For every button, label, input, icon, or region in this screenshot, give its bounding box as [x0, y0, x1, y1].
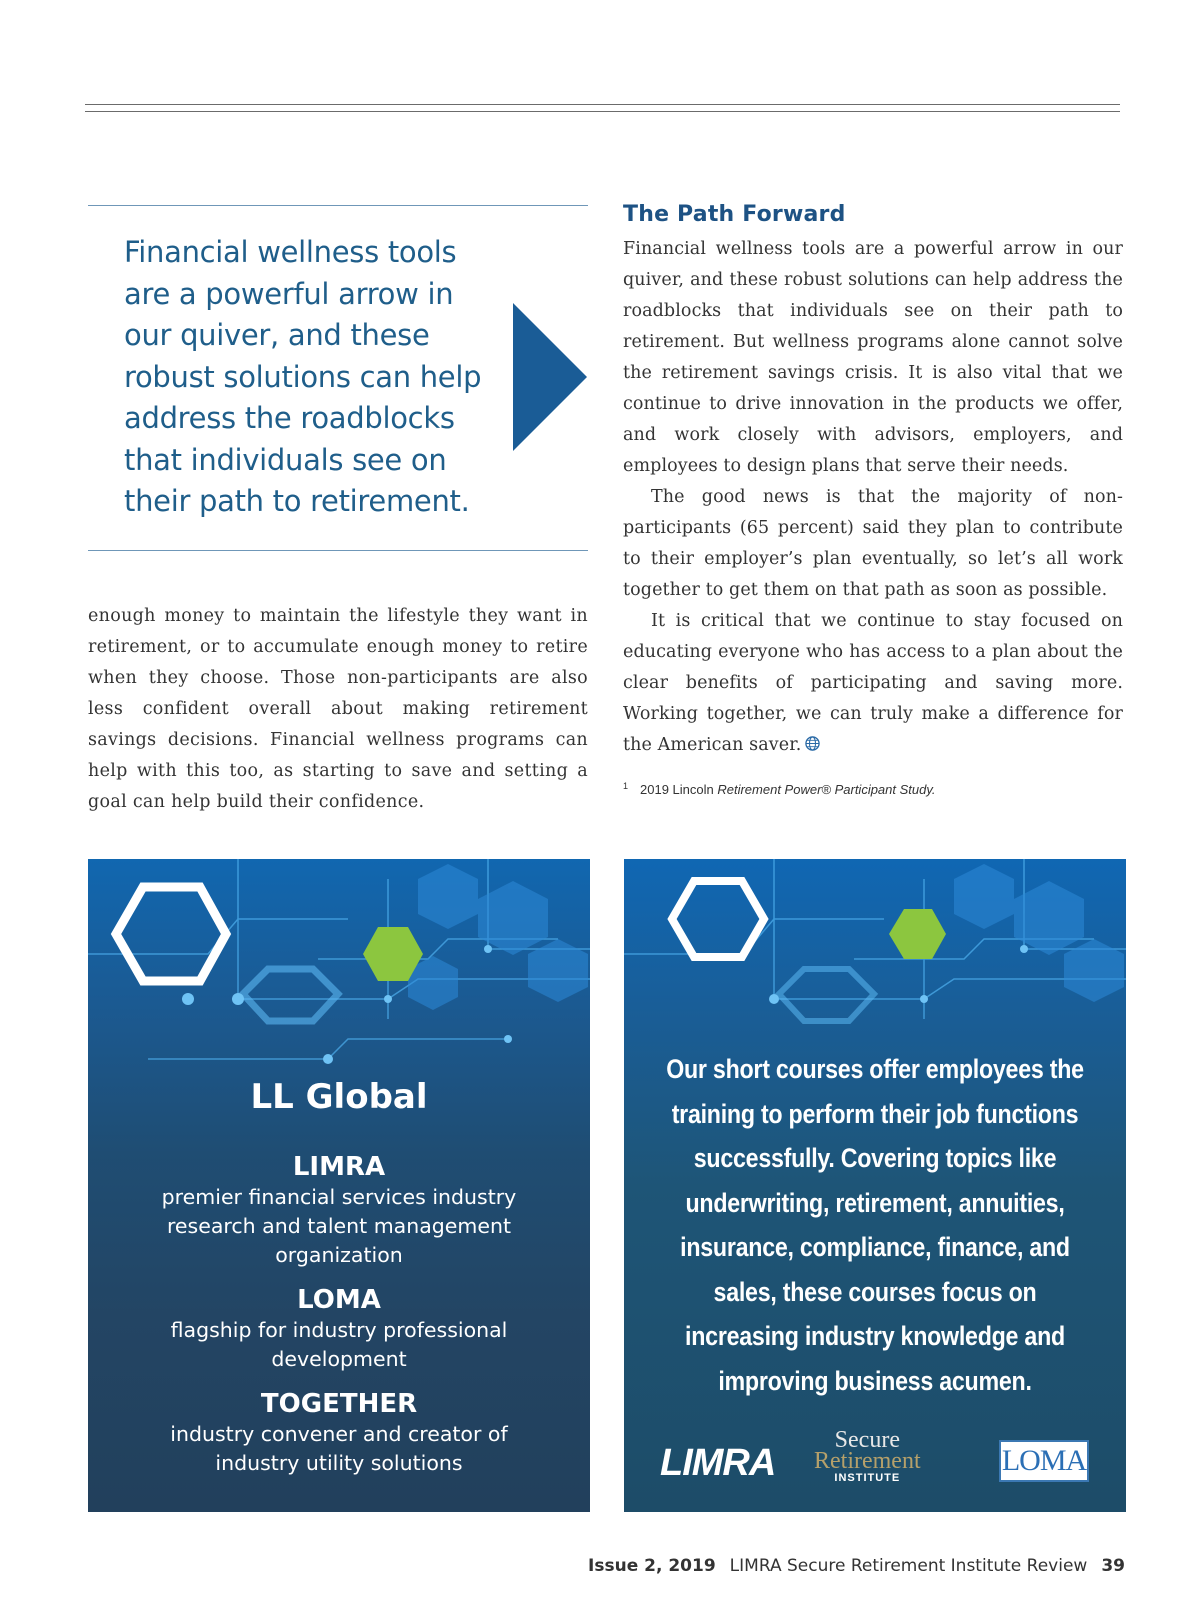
page-footer	[588, 1556, 1125, 1576]
paragraph-text: It is critical that we continue to stay focused on educating everyone who has access to a plan about the clear benefits of participating and saving more. Working together, we can truly make a difference for the American saver.	[623, 611, 1123, 755]
page-number: 39	[1101, 1556, 1125, 1576]
hexagon-icon	[889, 909, 946, 959]
footnote	[623, 781, 1123, 797]
section-body	[623, 234, 1123, 761]
publication-title: LIMRA Secure Retirement Institute Review	[729, 1556, 1088, 1576]
footnote-title: Retirement Power® Participant Study.	[717, 782, 936, 797]
globe-icon	[805, 736, 820, 751]
section-heading: The Path Forward	[623, 202, 846, 227]
logo-line: INSTITUTE	[834, 1472, 901, 1484]
ad-title: LL Global	[250, 1077, 428, 1117]
logo-line: Retirement	[814, 1448, 921, 1474]
block-heading: TOGETHER	[260, 1389, 418, 1419]
ad-blocks	[88, 1137, 590, 1478]
body-paragraph: Financial wellness tools are a powerful arrow in our quiver, and these robust solutions can help address the roadblocks that individuals see on their path to retirement. But wellness programs alone cannot solve the retirement savings crisis. It is also vital that we continue to drive innovation in the products we offer, and work closely with advisors, employers, and employees to design plans that serve their needs.	[623, 239, 1123, 476]
ad-block-together	[88, 1388, 590, 1478]
block-text: premier financial services industry research and talent management organization	[161, 1185, 517, 1267]
issue-label: Issue 2, 2019	[588, 1556, 716, 1576]
block-heading: LIMRA	[292, 1152, 386, 1182]
secure-retirement-institute-logo	[814, 1427, 921, 1484]
body-paragraph: enough money to maintain the lifestyle they want in retirement, or to accumulate enough money to retire when they choose. Those non-participants are also less confident overall about making retirement savings decisions. Financial wellness programs can help with this too, as starting to save and setting a goal can help build their confidence.	[88, 606, 588, 812]
limra-logo: LIMRA	[660, 1442, 776, 1484]
footnote-marker: 1	[623, 781, 629, 791]
block-heading: LOMA	[297, 1285, 381, 1315]
ad-block-loma	[88, 1284, 590, 1374]
footnote-prefix: 2019 Lincoln	[640, 782, 718, 797]
logo-row	[624, 1424, 1126, 1484]
block-text: flagship for industry professional development	[170, 1318, 508, 1371]
hexagon-icon	[116, 887, 226, 981]
header-rule	[85, 104, 1120, 112]
arrow-icon	[513, 303, 587, 451]
pull-quote-bottom-rule	[88, 550, 588, 551]
body-paragraph: The good news is that the majority of non-participants (65 percent) said they plan to contribute to their employer’s plan eventually, so let’s all work together to get them on that path as soon as possible.	[623, 487, 1123, 600]
loma-logo: LOMA	[999, 1440, 1089, 1482]
block-text: industry convener and creator of industry utility solutions	[170, 1422, 508, 1475]
logo-line: Secure	[834, 1427, 900, 1453]
hexagon-icon	[672, 881, 764, 957]
ad-courses-text: Our short courses offer employees the training to perform their job functions successfully. Covering topics like underwriting, retirement, annuities, insurance, compliance, finance, and sales, these courses focus on increasing industry knowledge and improving business acumen.	[666, 1054, 1084, 1396]
body-paragraph	[623, 606, 1123, 761]
short-courses-ad	[624, 859, 1126, 1512]
ll-global-ad	[88, 859, 590, 1512]
ad-block-limra	[88, 1151, 590, 1270]
right-column	[623, 200, 1123, 797]
left-column-text	[88, 601, 588, 818]
pull-quote-top-rule	[88, 205, 588, 206]
pull-quote: Financial wellness tools are a powerful arrow in our quiver, and these robust solutions can help address the roadblocks that individuals see on their path to retirement.	[124, 235, 482, 518]
